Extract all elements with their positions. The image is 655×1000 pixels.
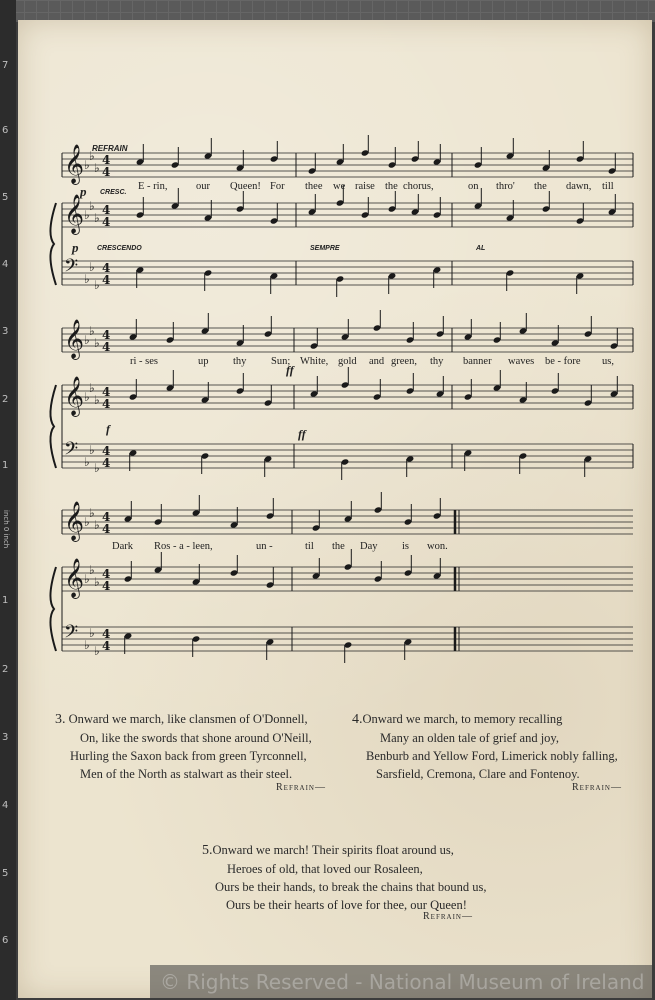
- ruler-mark: 2: [2, 394, 9, 405]
- flat-icon: ♭: [94, 336, 100, 350]
- time-signature: 4: [102, 579, 111, 593]
- verse-line: Many an olden tale of grief and joy,: [380, 731, 559, 745]
- lyric-syllable: ri - ses: [130, 356, 158, 367]
- time-signature: 4: [102, 153, 111, 167]
- time-signature: 4: [102, 444, 111, 458]
- lyric-syllable: green,: [391, 356, 417, 367]
- verse-line: [352, 710, 618, 729]
- refrain-cue: Refrain—: [423, 911, 473, 922]
- lyric-syllable: E - rin,: [138, 181, 168, 192]
- piano-brace: [50, 203, 56, 285]
- treble-clef-icon: 𝄞: [64, 501, 85, 541]
- crescendo-label: CRESCENDO: [97, 245, 142, 252]
- flat-icon: ♭: [89, 506, 95, 520]
- verse-line: Benburb and Yellow Ford, Limerick nobly falling,: [366, 749, 618, 763]
- verse-line: Sarsfield, Cremona, Clare and Fontenoy.: [376, 767, 580, 781]
- ruler-mark: 4: [2, 259, 9, 270]
- time-signature: 4: [102, 203, 111, 217]
- ruler-mark: 6: [2, 935, 9, 946]
- lyric-syllable: thee: [305, 181, 323, 192]
- time-signature: 4: [102, 522, 111, 536]
- time-signature: 4: [102, 510, 111, 524]
- lyric-syllable: our: [196, 181, 210, 192]
- flat-icon: ♭: [84, 515, 90, 529]
- flat-icon: ♭: [89, 563, 95, 577]
- time-signature: 4: [102, 165, 111, 179]
- lyrics-line-2: [130, 356, 614, 367]
- lyric-syllable: gold: [338, 356, 357, 367]
- bass-clef-icon: 𝄢: [64, 622, 79, 647]
- flat-icon: ♭: [94, 393, 100, 407]
- ruler-mark: 3: [2, 732, 9, 743]
- flat-icon: ♭: [94, 518, 100, 532]
- flat-icon: ♭: [94, 644, 100, 658]
- flat-icon: ♭: [89, 260, 95, 274]
- dynamic-f: f: [106, 422, 110, 436]
- verse-line: [202, 841, 486, 860]
- lyric-syllable: won.: [427, 541, 448, 552]
- flat-icon: ♭: [89, 199, 95, 213]
- verse-text: Onward we march, like clansmen of O'Donnell,: [68, 712, 308, 726]
- flat-icon: ♭: [89, 149, 95, 163]
- lyric-syllable: is: [402, 541, 410, 552]
- time-signature: 4: [102, 215, 111, 229]
- time-signature: 4: [102, 567, 111, 581]
- ruler-mark: 1: [2, 460, 9, 471]
- ruler-mark: 7: [2, 60, 9, 71]
- verse-line: Hurling the Saxon back from green Tyrconnell,: [70, 749, 307, 763]
- time-signature: 4: [102, 385, 111, 399]
- lyric-syllable: For: [270, 181, 285, 192]
- ruler-mark: inch 0 inch: [2, 510, 10, 549]
- ruler-mark: 3: [2, 326, 9, 337]
- lyric-syllable: thy: [233, 356, 247, 367]
- verse-text: Onward we march! Their spirits float around us,: [212, 843, 454, 857]
- verse-number: 5.: [202, 843, 213, 858]
- ruler-mark: 2: [2, 664, 9, 675]
- ruler-mark: 5: [2, 868, 9, 879]
- dynamic-p: p: [80, 184, 87, 199]
- treble-clef-icon: 𝄞: [64, 319, 85, 359]
- lyric-syllable: chorus,: [403, 181, 434, 192]
- flat-icon: ♭: [84, 638, 90, 652]
- lyric-syllable: dawn,: [566, 181, 592, 192]
- verse-line: On, like the swords that shone around O'Neill,: [80, 731, 312, 745]
- verse-line: Ours be their hands, to break the chains that bound us,: [215, 880, 487, 894]
- lyric-syllable: un -: [256, 541, 273, 552]
- flat-icon: ♭: [84, 272, 90, 286]
- flat-icon: ♭: [94, 211, 100, 225]
- time-signature: 4: [102, 397, 111, 411]
- lyric-syllable: and: [369, 356, 385, 367]
- dynamic-ff: ff: [286, 363, 294, 377]
- verse-line: Heroes of old, that loved our Rosaleen,: [227, 862, 423, 876]
- treble-clef-icon: 𝄞: [64, 376, 85, 416]
- ruler-mark: 5: [2, 192, 9, 203]
- treble-clef-icon: 𝄞: [64, 194, 85, 234]
- lyric-syllable: Queen!: [230, 181, 261, 192]
- time-signature: 4: [102, 261, 111, 275]
- lyric-syllable: thro': [496, 181, 515, 192]
- lyric-syllable: banner: [463, 356, 492, 367]
- flat-icon: ♭: [89, 626, 95, 640]
- score-markings: [50, 135, 633, 663]
- lyric-syllable: we: [333, 181, 346, 192]
- flat-icon: ♭: [94, 575, 100, 589]
- lyric-syllable: White,: [300, 356, 329, 367]
- lyric-syllable: the: [385, 181, 398, 192]
- lyric-syllable: waves: [508, 356, 535, 367]
- flat-icon: ♭: [84, 158, 90, 172]
- ruler-mark: 4: [2, 800, 9, 811]
- ruler-mark: 6: [2, 125, 9, 136]
- flat-icon: ♭: [84, 208, 90, 222]
- verse-3: [55, 710, 312, 783]
- verse-5: [202, 841, 486, 914]
- flat-icon: ♭: [84, 333, 90, 347]
- verse-number: 3.: [55, 712, 66, 727]
- lyric-syllable: Sun;: [271, 356, 291, 367]
- time-signature: 4: [102, 340, 111, 354]
- dynamic-p: p: [72, 240, 79, 255]
- lyrics-line-1: [138, 181, 614, 192]
- flat-icon: ♭: [84, 390, 90, 404]
- dynamic-ff: ff: [298, 427, 306, 441]
- flat-icon: ♭: [94, 161, 100, 175]
- lyric-syllable: the: [534, 181, 547, 192]
- verse-number: 4.: [352, 712, 363, 727]
- lyric-syllable: thy: [430, 356, 444, 367]
- lyric-syllable: Day: [360, 541, 378, 552]
- ruler-mark: 1: [2, 595, 9, 606]
- piano-brace: [50, 567, 56, 651]
- refrain-cue: Refrain—: [572, 782, 622, 793]
- lyric-syllable: Ros - a - leen,: [154, 541, 213, 552]
- lyric-syllable: till: [602, 181, 614, 192]
- flat-icon: ♭: [84, 455, 90, 469]
- lyric-syllable: up: [198, 356, 209, 367]
- flat-icon: ♭: [89, 443, 95, 457]
- treble-clef-icon: 𝄞: [64, 558, 85, 598]
- lyric-syllable: the: [332, 541, 345, 552]
- lyric-syllable: be - fore: [545, 356, 581, 367]
- verse-line: Ours be their hearts of love for thee, our Queen!: [226, 898, 467, 912]
- staff-lines: [62, 153, 633, 651]
- flat-icon: ♭: [94, 461, 100, 475]
- verse-4: [352, 710, 618, 783]
- lyric-syllable: on: [468, 181, 479, 192]
- refrain-label: REFRAIN: [92, 144, 128, 153]
- lyrics-line-3: [112, 541, 448, 552]
- time-signature: 4: [102, 273, 111, 287]
- refrain-cue: Refrain—: [276, 782, 326, 793]
- time-signature: 4: [102, 639, 111, 653]
- flat-icon: ♭: [89, 381, 95, 395]
- sempre-label: SEMPRE: [310, 245, 340, 252]
- treble-clef-icon: 𝄞: [64, 144, 85, 184]
- time-signature: 4: [102, 627, 111, 641]
- al-label: AL: [476, 245, 486, 252]
- flat-icon: ♭: [84, 572, 90, 586]
- lyric-syllable: raise: [355, 181, 375, 192]
- flat-icon: ♭: [89, 324, 95, 338]
- bass-clef-icon: 𝄢: [64, 439, 79, 464]
- verse-line: Men of the North as stalwart as their steel.: [80, 767, 293, 781]
- cresc-label: CRESC.: [100, 189, 127, 196]
- time-signature: 4: [102, 328, 111, 342]
- verse-text: Onward we march, to memory recalling: [362, 712, 563, 726]
- bass-clef-icon: 𝄢: [64, 256, 79, 281]
- piano-brace: [50, 385, 56, 468]
- watermark: © Rights Reserved - National Museum of Ireland: [150, 965, 655, 1000]
- lyric-syllable: Dark: [112, 541, 133, 552]
- verse-line: [55, 710, 312, 729]
- time-signature: 4: [102, 456, 111, 470]
- lyric-syllable: til: [305, 541, 314, 552]
- flat-icon: ♭: [94, 278, 100, 292]
- lyric-syllable: us,: [602, 356, 614, 367]
